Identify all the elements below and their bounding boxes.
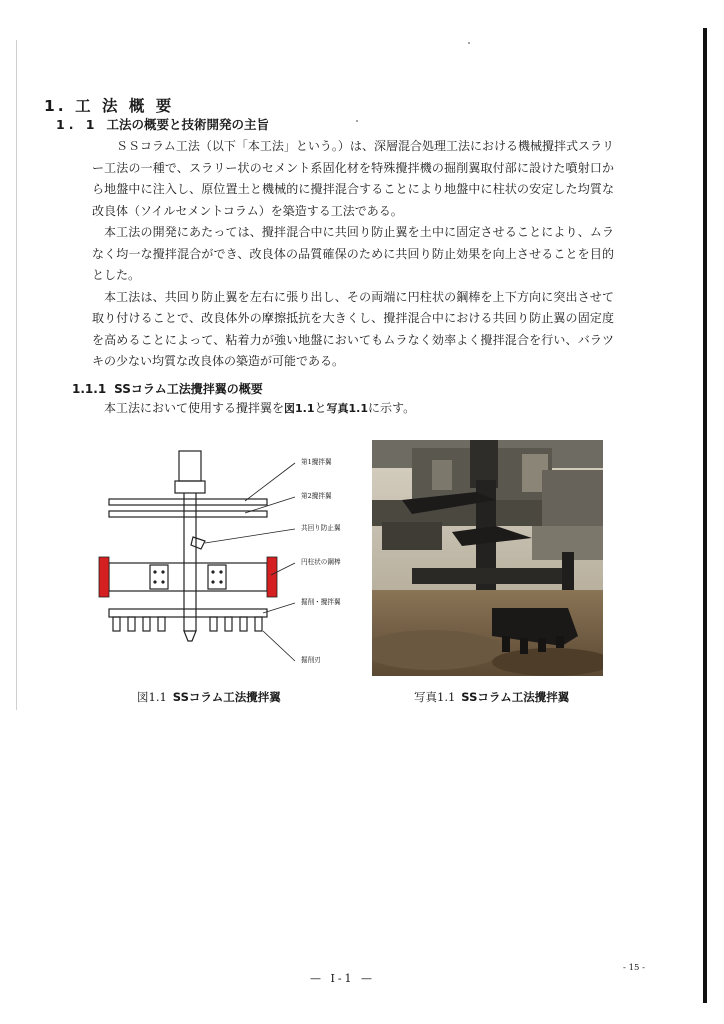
figure-caption-label: 図1.1 <box>137 690 167 704</box>
figure-caption <box>137 689 281 705</box>
photo-caption-text: SSコラム工法攪拌翼 <box>461 690 570 704</box>
label-excavation-mixing-blade: 掘削・攪拌翼 <box>301 598 341 606</box>
figure-reference: 図1.1 <box>284 402 315 415</box>
scan-edge-right <box>703 28 707 1003</box>
steel-rod-right <box>267 557 277 597</box>
footer-page-label: — Ⅰ-1 — <box>310 972 376 985</box>
subsubsection-title: SSコラム工法攪拌翼の概要 <box>114 382 263 396</box>
intro-text: と <box>314 401 327 415</box>
figure-intro-text <box>104 399 415 416</box>
scan-speck <box>468 42 470 44</box>
label-second-blade: 第2攪拌翼 <box>301 492 332 500</box>
label-cutting-bit: 掘削刃 <box>301 656 321 664</box>
mixing-blade-photo <box>372 440 603 676</box>
intro-text: に示す。 <box>368 401 416 415</box>
subsection-heading <box>56 115 269 133</box>
section-heading: 1. 工 法 概 要 <box>44 97 175 115</box>
photo-caption-label: 写真1.1 <box>414 690 456 704</box>
mixing-blade-diagram <box>95 445 357 677</box>
scan-edge-left <box>16 40 17 710</box>
label-anti-corotation-wing: 共回り防止翼 <box>301 524 341 532</box>
steel-rod-left <box>99 557 109 597</box>
page-number: - 15 - <box>623 963 645 973</box>
paragraph: 本工法は、共回り防止翼を左右に張り出し、その両端に円柱状の鋼棒を上下方向に突出させて取り付けることで、改良体外の摩擦抵抗を大きくし、攪拌混合中における共回り防止翼の固定度を高めることによって、粘着力が強い地盤においてもムラなく効率よく攪拌混合を行い、バラツキの少ない均質な改良体の築造が可能である。 <box>92 289 614 368</box>
intro-text: 本工法において使用する攪拌翼を <box>104 401 285 415</box>
scan-speck <box>356 120 358 122</box>
paragraph: 本工法の開発にあたっては、攪拌混合中に共回り防止翼を土中に固定させることにより、ムラなく均一な攪拌混合ができ、改良体の品質確保のために共回り防止効果を向上させることを目的とした。 <box>92 225 614 282</box>
body-text <box>92 136 614 373</box>
subsection-title: 工法の概要と技術開発の主旨 <box>106 117 270 132</box>
subsection-number: 1. 1 <box>56 117 99 132</box>
figure-caption-text: SSコラム工法攪拌翼 <box>172 690 281 704</box>
paragraph: ＳＳコラム工法（以下「本工法」という。）は、深層混合処理工法における機械攪拌式スラリー工法の一種で、スラリー状のセメント系固化材を特殊攪拌機の掘削翼取付部に設けた噴射口から地盤中に注入し、原位置土と機械的に攪拌混合することにより地盤中に柱状の安定した均質な改良体（ソイルセメントコラム）を築造する工法である。 <box>92 139 614 218</box>
label-steel-rod: 円柱状の鋼棒 <box>301 558 341 566</box>
label-first-blade: 第1攪拌翼 <box>301 458 332 466</box>
subsubsection-heading <box>72 380 263 397</box>
photo-caption <box>414 689 569 705</box>
photo-reference: 写真1.1 <box>326 402 369 415</box>
subsubsection-number: 1.1.1 <box>72 382 107 396</box>
